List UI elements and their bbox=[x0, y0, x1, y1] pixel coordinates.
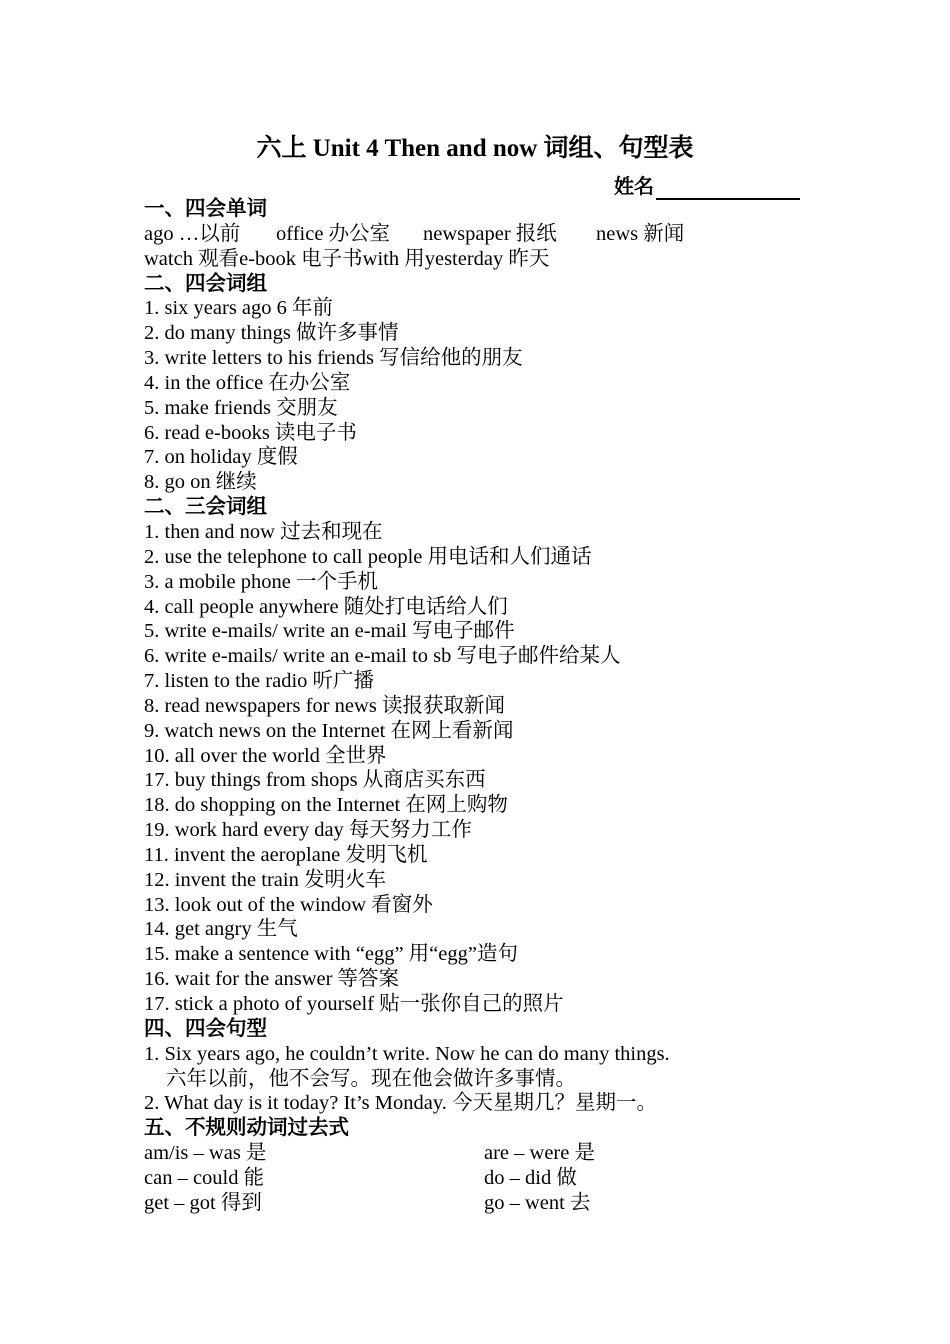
word-item: office 办公室 bbox=[276, 222, 391, 245]
word-item: with 用 bbox=[362, 247, 425, 270]
sentence-item: 2. What day is it today? It’s Monday. 今天星期几？星期一。 bbox=[144, 1092, 658, 1115]
verb-pair: are – were 是 bbox=[484, 1142, 595, 1165]
list-item: 8. read newspapers for news 读报获取新闻 bbox=[144, 694, 505, 717]
section-heading-phrases-three: 二、三会词组 bbox=[144, 496, 267, 519]
list-item: 7. listen to the radio 听广播 bbox=[144, 670, 375, 693]
verb-pair: am/is – was 是 bbox=[144, 1142, 267, 1165]
list-item: 6. write e-mails/ write an e-mail to sb 写电子邮件给某人 bbox=[144, 645, 621, 668]
list-item: 3. a mobile phone 一个手机 bbox=[144, 570, 379, 593]
list-item: 3. write letters to his friends 写信给他的朋友 bbox=[144, 347, 523, 370]
word-item: news 新闻 bbox=[596, 222, 685, 245]
list-item: 2. do many things 做许多事情 bbox=[144, 322, 399, 345]
list-item: 9. watch news on the Internet 在网上看新闻 bbox=[144, 719, 514, 742]
list-item: 17. buy things from shops 从商店买东西 bbox=[144, 769, 486, 792]
sentence-item: 1. Six years ago, he couldn’t write. Now he can do many things. bbox=[144, 1042, 670, 1065]
list-item: 6. read e-books 读电子书 bbox=[144, 421, 357, 444]
list-item: 4. in the office 在办公室 bbox=[144, 371, 351, 394]
name-label: 姓名 bbox=[614, 176, 654, 198]
section-heading-words: 一、四会单词 bbox=[144, 198, 267, 220]
list-item: 2. use the telephone to call people 用电话和人们通话 bbox=[144, 545, 592, 568]
list-item: 4. call people anywhere 随处打电话给人们 bbox=[144, 595, 508, 618]
verb-pair: go – went 去 bbox=[484, 1191, 591, 1214]
section-heading-irregular-verbs: 五、不规则动词过去式 bbox=[144, 1117, 349, 1140]
word-item: e-book 电子书 bbox=[239, 247, 363, 270]
list-item: 16. wait for the answer 等答案 bbox=[144, 968, 400, 991]
list-item: 11. invent the aeroplane 发明飞机 bbox=[144, 843, 428, 866]
verb-pair: do – did 做 bbox=[484, 1166, 577, 1189]
list-item: 5. make friends 交朋友 bbox=[144, 396, 338, 419]
list-item: 17. stick a photo of yourself 贴一张你自己的照片 bbox=[144, 993, 564, 1015]
verb-pair: can – could 能 bbox=[144, 1166, 265, 1189]
section-heading-phrases-four: 二、四会词组 bbox=[144, 272, 267, 295]
list-item: 14. get angry 生气 bbox=[144, 918, 298, 941]
section-heading-sentences: 四、四会句型 bbox=[144, 1017, 267, 1040]
list-item: 7. on holiday 度假 bbox=[144, 446, 298, 469]
worksheet-content bbox=[144, 197, 864, 1216]
list-item: 1. six years ago 6 年前 bbox=[144, 297, 334, 320]
list-item: 18. do shopping on the Internet 在网上购物 bbox=[144, 794, 508, 817]
word-row bbox=[144, 247, 864, 272]
verb-row bbox=[144, 1141, 864, 1166]
list-item: 12. invent the train 发明火车 bbox=[144, 868, 386, 891]
list-item: 10. all over the world 全世界 bbox=[144, 744, 387, 767]
word-item: ago …以前 bbox=[144, 222, 241, 245]
word-item: newspaper 报纸 bbox=[423, 222, 557, 245]
list-item: 19. work hard every day 每天努力工作 bbox=[144, 819, 472, 842]
sentence-translation: 六年以前，他不会写。现在他会做许多事情。 bbox=[166, 1067, 576, 1090]
list-item: 13. look out of the window 看窗外 bbox=[144, 893, 433, 916]
verb-row bbox=[144, 1191, 864, 1216]
word-item: yesterday 昨天 bbox=[424, 247, 550, 270]
list-item: 15. make a sentence with “egg” 用“egg”造句 bbox=[144, 943, 518, 966]
word-row bbox=[144, 222, 864, 247]
verb-row bbox=[144, 1166, 864, 1191]
list-item: 5. write e-mails/ write an e-mail 写电子邮件 bbox=[144, 620, 515, 643]
word-item: watch 观看 bbox=[144, 247, 240, 270]
list-item: 8. go on 继续 bbox=[144, 471, 257, 494]
list-item: 1. then and now 过去和现在 bbox=[144, 520, 383, 543]
page-title: 六上 Unit 4 Then and now 词组、句型表 bbox=[256, 135, 694, 162]
verb-pair: get – got 得到 bbox=[144, 1191, 262, 1214]
